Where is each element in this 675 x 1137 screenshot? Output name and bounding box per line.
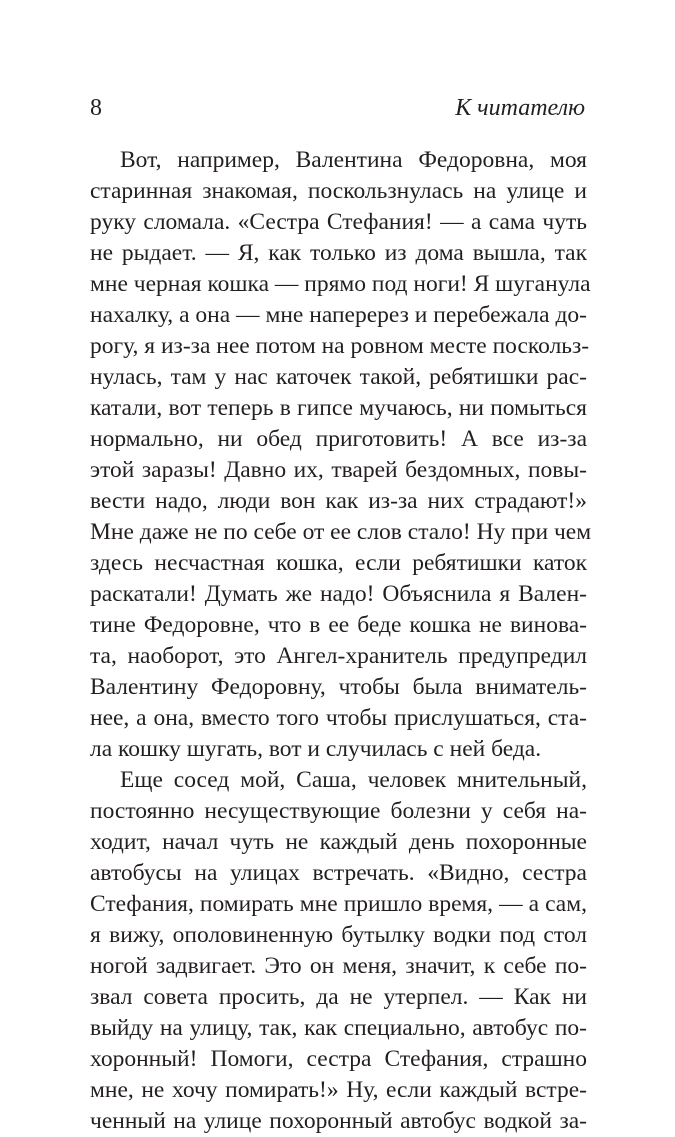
text-line: не рыдает. — Я, как только из дома вышла, так <box>90 240 587 266</box>
page-header <box>90 93 585 123</box>
paragraph-2 <box>90 765 587 1137</box>
text-line: Стефания, помирать мне пришло время, — а сам, <box>90 891 587 917</box>
text-line: старинная знакомая, поскользнулась на улице и <box>90 178 587 204</box>
text-line: Вот, например, Валентина Федоровна, моя <box>120 147 587 173</box>
text-line: тине Федоровне, что в ее беде кошка не винова- <box>90 612 587 638</box>
text-line: хоронный! Помоги, сестра Стефания, страшно <box>90 1046 587 1072</box>
text-line: этой заразы! Давно их, тварей бездомных, повы- <box>90 457 587 483</box>
text-line: Валентину Федоровну, чтобы была вниматель- <box>90 674 587 700</box>
text-line: нормально, ни обед приготовить! А все из-за <box>90 426 587 452</box>
text-line: постоянно несуществующие болезни у себя на- <box>90 798 587 824</box>
text-line: здесь несчастная кошка, если ребятишки каток <box>90 550 587 576</box>
running-title: К читателю <box>455 95 585 121</box>
text-line: мне черная кошка — прямо под ноги! Я шуганула <box>90 271 591 297</box>
text-line: я вижу, ополовиненную бутылку водки под стол <box>90 922 587 948</box>
text-line: рогу, я из-за нее потом на ровном месте поскольз- <box>90 333 590 359</box>
text-body <box>90 145 592 1137</box>
text-line: звал совета просить, да не утерпел. — Как ни <box>90 984 587 1010</box>
text-line: автобусы на улицах встречать. «Видно, сестра <box>90 860 587 886</box>
text-line: ченный на улице похоронный автобус водкой за- <box>90 1108 587 1134</box>
text-line: Еще сосед мой, Саша, человек мнительный, <box>120 767 587 793</box>
text-line: раскатали! Думать же надо! Объяснила я Вален- <box>90 581 587 607</box>
text-line: мне, не хочу помирать!» Ну, если каждый встре- <box>90 1077 587 1103</box>
text-line: руку сломала. «Сестра Стефания! — а сама чуть <box>90 209 587 235</box>
text-line: ногой задвигает. Это он меня, значит, к себе по- <box>90 953 587 979</box>
text-line: ла кошку шугать, вот и случилась с ней беда. <box>90 736 542 762</box>
paragraph-1 <box>90 145 592 765</box>
text-line: катали, вот теперь в гипсе мучаюсь, ни помыться <box>90 395 587 421</box>
text-line: нахалку, а она — мне наперерез и перебежала до- <box>90 302 587 328</box>
text-line: выйду на улицу, так, как специально, автобус по- <box>90 1015 587 1041</box>
text-line: та, наоборот, это Ангел-хранитель предупредил <box>90 643 587 669</box>
page-number: 8 <box>90 95 102 121</box>
text-line: ходит, начал чуть не каждый день похоронные <box>90 829 587 855</box>
text-line: нее, а она, вместо того чтобы прислушаться, ста- <box>90 705 587 731</box>
text-line: вести надо, люди вон как из-за них страдают!» <box>90 488 587 514</box>
text-line: нулась, там у нас каточек такой, ребятишки рас- <box>90 364 587 390</box>
text-line: Мне даже не по себе от ее слов стало! Ну при чем <box>90 519 592 545</box>
